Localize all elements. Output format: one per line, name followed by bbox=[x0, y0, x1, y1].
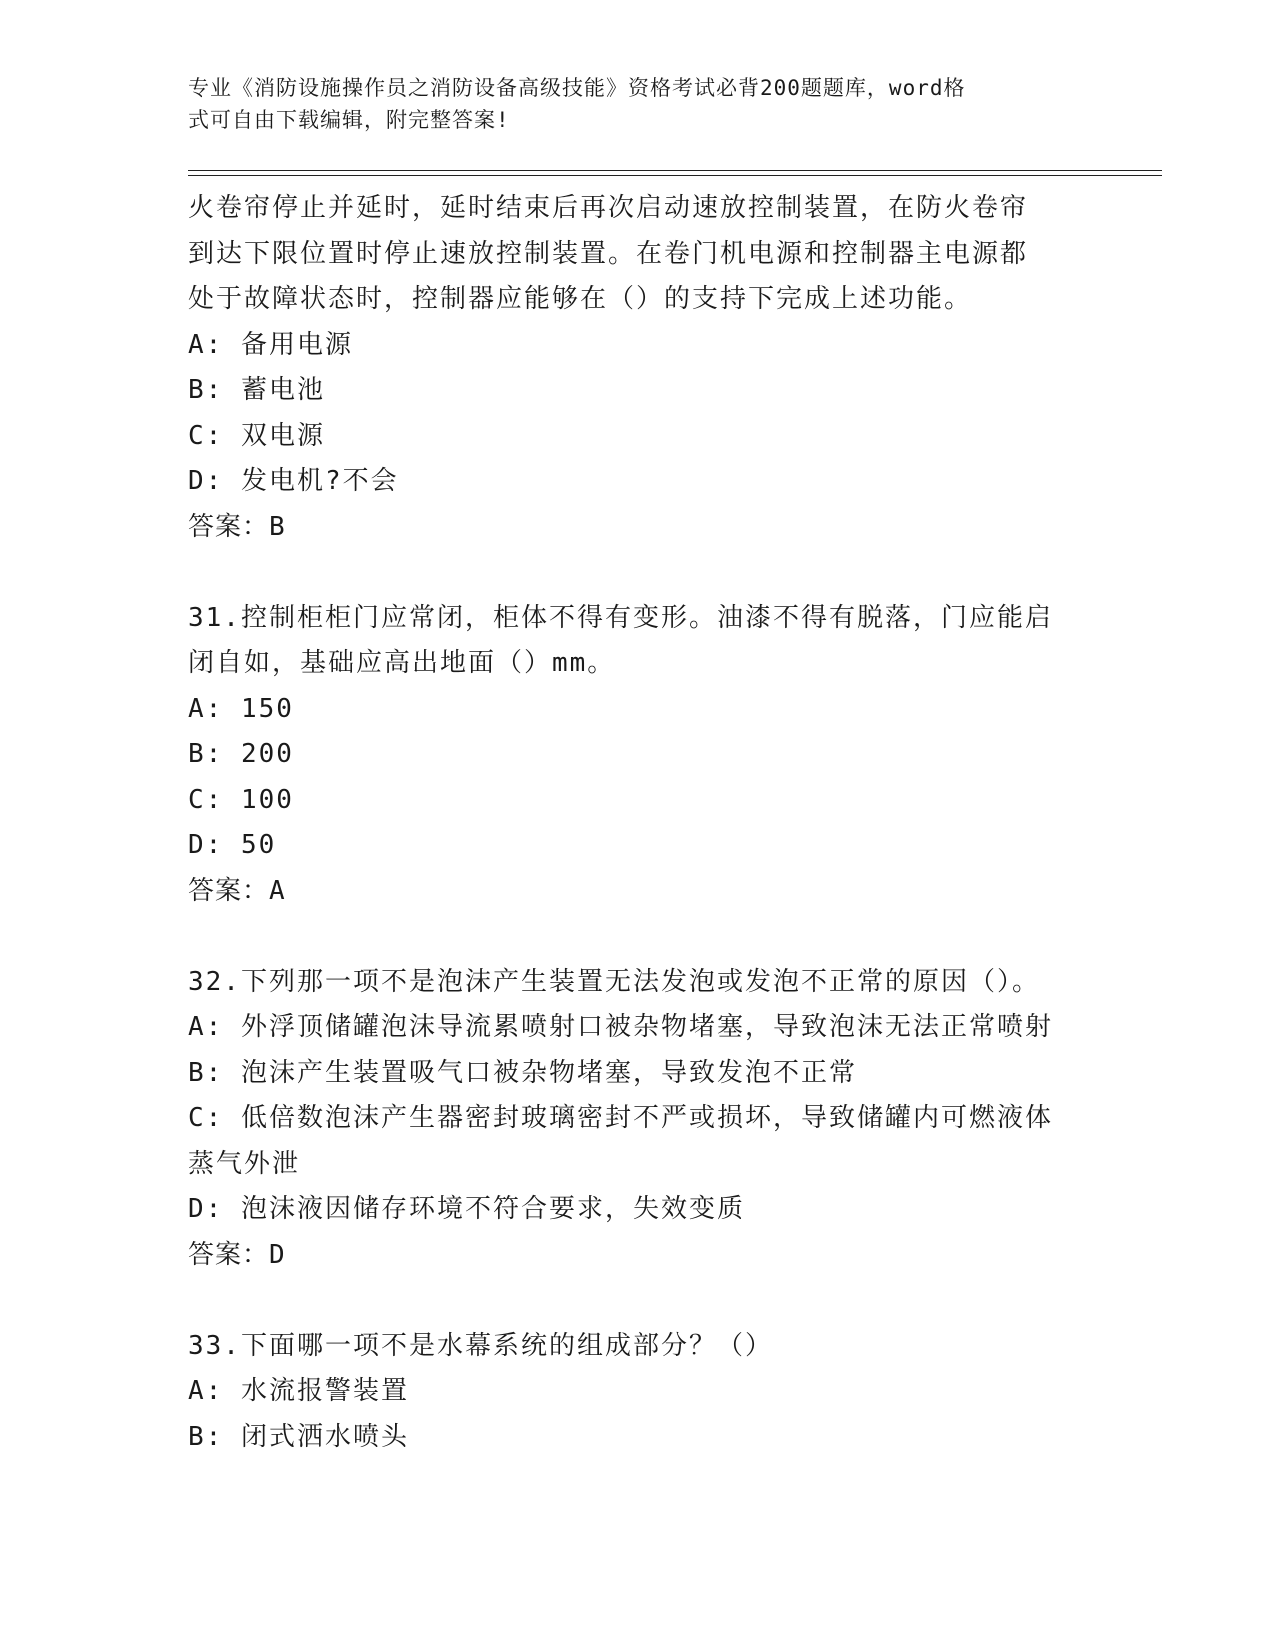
header-line-2: 式可自由下载编辑，附完整答案! bbox=[188, 108, 510, 132]
option-b: B: 蓄电池 bbox=[188, 375, 325, 405]
option-c: C: 100 bbox=[188, 784, 294, 815]
option-b: B: 泡沫产生装置吸气口被杂物堵塞，导致发泡不正常 bbox=[188, 1057, 857, 1088]
option-c-continued: 蒸气外泄 bbox=[188, 1148, 301, 1179]
header-line-1: 专业《消防设施操作员之消防设备高级技能》资格考试必背200题题库，word格 bbox=[188, 76, 966, 100]
answer-label: 答案：A bbox=[188, 875, 286, 906]
option-c: C: 低倍数泡沫产生器密封玻璃密封不严或损坏，导致储罐内可燃液体 bbox=[188, 1103, 1053, 1133]
option-a: A: 备用电源 bbox=[188, 329, 353, 360]
option-c: C: 双电源 bbox=[188, 420, 325, 451]
option-b: B: 闭式洒水喷头 bbox=[188, 1421, 409, 1452]
question-text: 33.下面哪一项不是水幕系统的组成部分？（） bbox=[188, 1330, 773, 1361]
question-text: 火卷帘停止并延时，延时结束后再次启动速放控制装置，在防火卷帘 bbox=[188, 193, 1029, 223]
option-a: A: 外浮顶储罐泡沫导流累喷射口被杂物堵塞，导致泡沫无法正常喷射 bbox=[188, 1012, 1053, 1042]
document-header bbox=[188, 72, 1068, 136]
question-text: 处于故障状态时，控制器应能够在（）的支持下完成上述功能。 bbox=[188, 284, 973, 314]
question-block-31 bbox=[188, 596, 1078, 915]
question-text: 31.控制柜柜门应常闭，柜体不得有变形。油漆不得有脱落，门应能启 bbox=[188, 602, 1053, 633]
option-d: D: 50 bbox=[188, 830, 277, 860]
question-block-32 bbox=[188, 960, 1078, 1279]
question-text: 闭自如，基础应高出地面（）mm。 bbox=[188, 648, 616, 678]
answer-label: 答案：B bbox=[188, 511, 286, 542]
answer-label: 答案：D bbox=[188, 1239, 286, 1270]
question-text: 到达下限位置时停止速放控制装置。在卷门机电源和控制器主电源都 bbox=[188, 238, 1029, 269]
question-block-prev bbox=[188, 186, 1078, 550]
question-block-33 bbox=[188, 1324, 1078, 1461]
option-b: B: 200 bbox=[188, 739, 294, 769]
option-d: D: 发电机?不会 bbox=[188, 466, 399, 496]
option-a: A: 150 bbox=[188, 693, 294, 724]
header-divider-top bbox=[188, 170, 1162, 171]
question-list bbox=[188, 186, 1078, 1460]
header-divider-bottom bbox=[188, 175, 1162, 176]
option-a: A: 水流报警装置 bbox=[188, 1376, 409, 1406]
question-text: 32.下列那一项不是泡沫产生装置无法发泡或发泡不正常的原因（）。 bbox=[188, 966, 1040, 997]
option-d: D: 泡沫液因储存环境不符合要求，失效变质 bbox=[188, 1194, 745, 1224]
